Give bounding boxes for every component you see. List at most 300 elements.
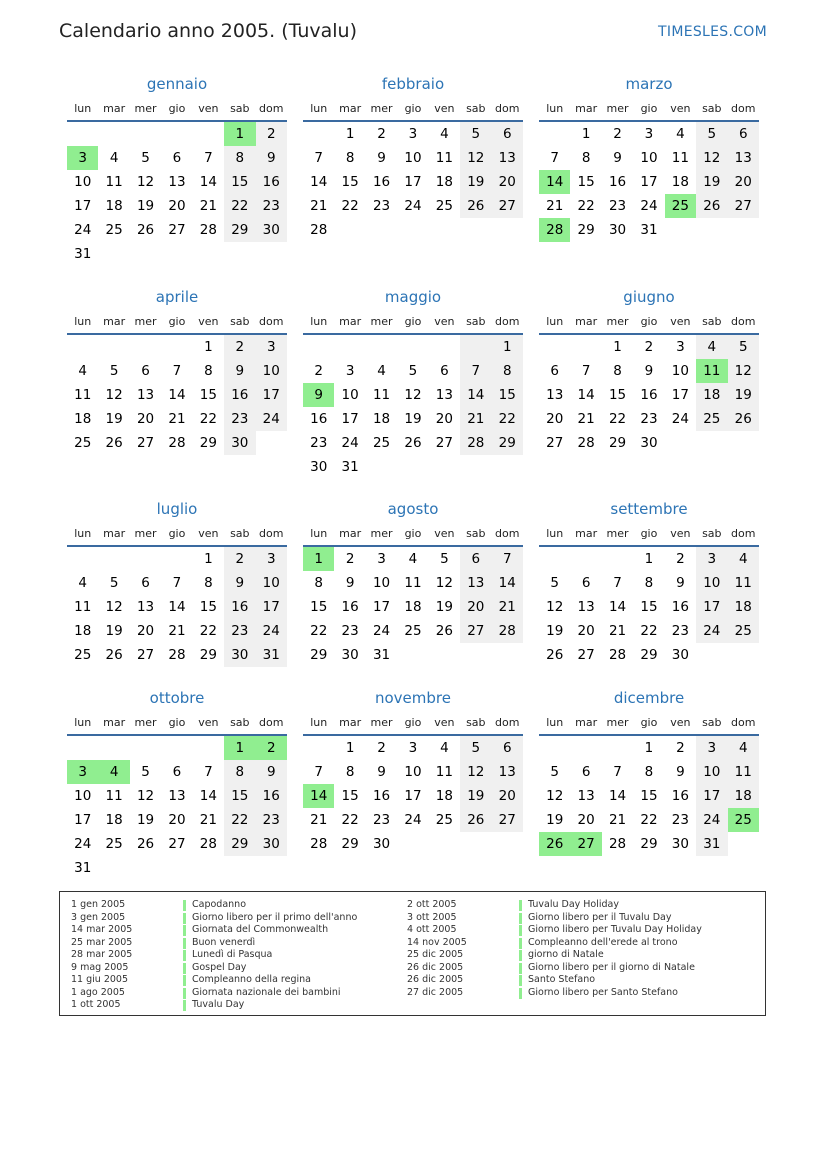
day: 17 xyxy=(372,599,391,615)
day: 11 xyxy=(728,760,759,784)
legend-date: 25 dic 2005 xyxy=(407,949,464,960)
weekday-header xyxy=(539,98,759,122)
legend-row xyxy=(71,899,357,912)
day: 25 xyxy=(435,198,453,214)
empty-day xyxy=(429,832,460,856)
empty-day xyxy=(130,335,161,359)
weekday-label: dom xyxy=(731,527,756,540)
day: 3 xyxy=(676,339,685,355)
day: 14 xyxy=(199,788,217,804)
week-row xyxy=(67,359,287,383)
day: 24 xyxy=(372,623,391,639)
holiday-day: 1 xyxy=(303,547,334,571)
day: 25 xyxy=(372,435,391,451)
weekday-label: mar xyxy=(575,716,598,729)
day: 21 xyxy=(168,411,186,427)
day: 26 xyxy=(105,647,123,663)
day: 2 xyxy=(224,547,255,571)
day: 4 xyxy=(728,547,759,571)
day: 3 xyxy=(696,736,727,760)
day: 29 xyxy=(199,647,217,663)
empty-day xyxy=(602,547,633,571)
day: 9 xyxy=(377,150,386,166)
day: 5 xyxy=(109,363,119,379)
empty-day xyxy=(539,335,570,359)
holiday-marker xyxy=(519,963,522,974)
day: 4 xyxy=(377,363,386,379)
day: 11 xyxy=(105,788,123,804)
day: 2 xyxy=(613,126,622,142)
empty-day xyxy=(161,547,192,571)
week-row xyxy=(303,170,523,194)
legend-date: 3 gen 2005 xyxy=(71,911,126,923)
empty-day xyxy=(366,335,397,359)
weekday-label: sab xyxy=(702,315,722,328)
weekday-label: ven xyxy=(198,716,219,729)
holiday-marker xyxy=(183,963,186,974)
legend-row xyxy=(71,999,357,1012)
month-name: settembre xyxy=(610,500,688,518)
day: 12 xyxy=(460,760,491,784)
weekday-label: ven xyxy=(670,527,691,540)
day: 10 xyxy=(404,150,422,166)
day: 17 xyxy=(404,788,422,804)
day: 28 xyxy=(168,647,186,663)
weekday-label: ven xyxy=(434,527,455,540)
day: 31 xyxy=(696,832,727,856)
empty-day xyxy=(539,547,570,571)
day: 7 xyxy=(204,764,213,780)
empty-day xyxy=(256,856,287,880)
holiday-marker xyxy=(519,988,522,999)
day: 29 xyxy=(310,647,328,663)
legend-column-left xyxy=(71,899,357,1012)
day: 21 xyxy=(608,812,627,828)
day: 27 xyxy=(168,222,186,238)
day: 14 xyxy=(168,599,186,615)
weekday-label: mar xyxy=(575,102,598,115)
day: 19 xyxy=(546,812,564,828)
weekday-label: sab xyxy=(466,716,486,729)
holiday-day: 3 xyxy=(67,760,98,784)
day: 20 xyxy=(492,784,523,808)
weekday-label: ven xyxy=(198,315,219,328)
holiday-marker xyxy=(519,938,522,949)
day: 29 xyxy=(640,647,658,663)
weekday-label: dom xyxy=(731,315,756,328)
weekday-label: sab xyxy=(466,102,486,115)
day: 8 xyxy=(613,363,622,379)
week-row xyxy=(67,571,287,595)
day: 5 xyxy=(141,150,150,166)
month-name: febbraio xyxy=(381,75,445,93)
holiday-day: 27 xyxy=(570,832,601,856)
day: 9 xyxy=(224,571,255,595)
day: 21 xyxy=(492,595,523,619)
day: 11 xyxy=(74,599,92,615)
day: 21 xyxy=(546,198,564,214)
legend-holiday-name: Gospel Day xyxy=(192,961,247,973)
week-row xyxy=(67,170,287,194)
weekday-label: dom xyxy=(495,102,520,115)
weekday-label: sab xyxy=(466,527,486,540)
day: 1 xyxy=(204,551,213,567)
month-novembre xyxy=(303,614,523,856)
day: 18 xyxy=(696,383,727,407)
day: 12 xyxy=(546,788,564,804)
site-link[interactable]: TIMESLES.COM xyxy=(658,24,767,40)
day: 17 xyxy=(74,812,92,828)
legend-date: 11 giu 2005 xyxy=(71,974,128,985)
empty-day xyxy=(67,736,98,760)
day: 5 xyxy=(408,363,418,379)
day: 18 xyxy=(404,599,422,615)
empty-day xyxy=(539,122,570,146)
day: 8 xyxy=(204,363,213,379)
day: 22 xyxy=(224,808,255,832)
holiday-day: 26 xyxy=(539,832,570,856)
week-row xyxy=(67,547,287,571)
weekday-label: mer xyxy=(134,716,157,729)
day: 16 xyxy=(608,174,627,190)
month-name: novembre xyxy=(375,689,451,707)
day: 9 xyxy=(256,146,287,170)
day: 29 xyxy=(492,431,523,455)
legend-date: 3 ott 2005 xyxy=(407,911,457,923)
week-row xyxy=(539,383,759,407)
day: 10 xyxy=(74,174,92,190)
legend-date: 1 gen 2005 xyxy=(71,899,126,910)
empty-day xyxy=(130,122,161,146)
day: 1 xyxy=(613,339,622,355)
weekday-header xyxy=(303,311,523,335)
weekday-label: gio xyxy=(404,102,422,115)
weekday-label: mar xyxy=(575,315,598,328)
week-row xyxy=(303,808,523,832)
day: 1 xyxy=(644,740,654,756)
weekday-header xyxy=(67,311,287,335)
empty-day xyxy=(130,547,161,571)
day: 10 xyxy=(341,387,359,403)
weekday-label: mer xyxy=(606,315,629,328)
day: 28 xyxy=(460,431,491,455)
day: 15 xyxy=(608,387,627,403)
day: 6 xyxy=(550,363,559,379)
weekday-label: sab xyxy=(230,315,250,328)
empty-day xyxy=(303,122,334,146)
day: 26 xyxy=(136,836,155,852)
day: 15 xyxy=(199,387,217,403)
day: 7 xyxy=(581,363,591,379)
day: 7 xyxy=(314,150,323,166)
day: 23 xyxy=(372,198,391,214)
legend-row xyxy=(407,962,702,975)
day: 10 xyxy=(74,788,92,804)
day: 1 xyxy=(345,740,355,756)
day: 25 xyxy=(696,407,727,431)
week-row xyxy=(539,760,759,784)
month-giugno xyxy=(539,213,759,455)
day: 8 xyxy=(644,764,654,780)
legend-row xyxy=(71,924,357,937)
day: 11 xyxy=(435,150,453,166)
day: 14 xyxy=(608,788,627,804)
legend-date: 1 ago 2005 xyxy=(71,986,125,998)
day: 9 xyxy=(377,764,386,780)
day: 15 xyxy=(310,599,328,615)
day: 24 xyxy=(671,411,689,427)
day: 22 xyxy=(341,198,359,214)
day: 10 xyxy=(256,359,287,383)
day: 28 xyxy=(199,222,217,238)
day: 30 xyxy=(256,218,287,242)
empty-day xyxy=(161,856,192,880)
day: 9 xyxy=(345,575,355,591)
day: 6 xyxy=(492,122,523,146)
day: 30 xyxy=(224,431,255,455)
day: 31 xyxy=(74,860,92,876)
day: 9 xyxy=(224,359,255,383)
legend-holiday-name: Giorno libero per il giorno di Natale xyxy=(528,961,695,973)
day: 14 xyxy=(608,599,627,615)
week-row xyxy=(539,170,759,194)
day: 9 xyxy=(256,760,287,784)
day: 17 xyxy=(256,595,287,619)
empty-day xyxy=(397,335,428,359)
day: 17 xyxy=(74,198,92,214)
month-ottobre xyxy=(67,614,287,880)
weekday-label: dom xyxy=(259,527,284,540)
day: 7 xyxy=(204,150,213,166)
day: 21 xyxy=(199,812,217,828)
day: 6 xyxy=(581,575,591,591)
holiday-marker xyxy=(183,913,186,924)
day: 16 xyxy=(341,599,359,615)
day: 9 xyxy=(613,150,622,166)
day: 12 xyxy=(136,788,155,804)
legend-holiday-name: Santo Stefano xyxy=(528,974,596,985)
week-row xyxy=(67,736,287,760)
day: 19 xyxy=(696,170,727,194)
day: 13 xyxy=(492,146,523,170)
week-row xyxy=(303,784,523,808)
day: 16 xyxy=(224,383,255,407)
weekday-label: sab xyxy=(466,315,486,328)
day: 23 xyxy=(372,812,391,828)
weekday-label: sab xyxy=(230,102,250,115)
week-row xyxy=(67,784,287,808)
weekday-label: sab xyxy=(230,527,250,540)
weekday-label: mar xyxy=(103,527,126,540)
day: 22 xyxy=(310,623,328,639)
day: 17 xyxy=(696,784,727,808)
day: 13 xyxy=(546,387,564,403)
page-title: Calendario anno 2005. (Tuvalu) xyxy=(59,20,357,42)
day: 17 xyxy=(256,383,287,407)
day: 13 xyxy=(136,599,155,615)
weekday-label: lun xyxy=(310,716,328,729)
weekday-label: lun xyxy=(74,315,92,328)
day: 18 xyxy=(435,174,453,190)
weekday-header xyxy=(539,523,759,547)
day: 22 xyxy=(492,407,523,431)
day: 18 xyxy=(74,411,92,427)
weekday-label: mer xyxy=(370,102,393,115)
day: 30 xyxy=(310,459,328,475)
holiday-marker xyxy=(519,925,522,936)
day: 10 xyxy=(640,150,658,166)
day: 3 xyxy=(377,551,386,567)
legend-row xyxy=(71,937,357,950)
weekday-label: gio xyxy=(404,527,422,540)
day: 1 xyxy=(581,126,591,142)
legend-row xyxy=(71,912,357,925)
day: 23 xyxy=(256,808,287,832)
day: 31 xyxy=(341,459,359,475)
day: 29 xyxy=(199,435,217,451)
empty-day xyxy=(130,736,161,760)
legend-column-right xyxy=(407,899,702,999)
legend-row xyxy=(71,987,357,1000)
weekday-label: ven xyxy=(670,102,691,115)
empty-day xyxy=(161,736,192,760)
day: 14 xyxy=(168,387,186,403)
holiday-day: 1 xyxy=(224,736,255,760)
day: 17 xyxy=(640,174,658,190)
day: 15 xyxy=(224,784,255,808)
day: 5 xyxy=(141,764,150,780)
week-row xyxy=(303,146,523,170)
weekday-label: gio xyxy=(640,527,658,540)
day: 22 xyxy=(341,812,359,828)
day: 21 xyxy=(460,407,491,431)
day: 8 xyxy=(492,359,523,383)
day: 22 xyxy=(608,411,627,427)
week-row xyxy=(67,760,287,784)
month-name: gennaio xyxy=(146,75,208,93)
weekday-label: gio xyxy=(168,716,186,729)
legend-holiday-name: Tuvalu Day Holiday xyxy=(528,899,619,910)
day: 2 xyxy=(676,740,685,756)
week-row xyxy=(539,571,759,595)
weekday-label: dom xyxy=(495,716,520,729)
day: 23 xyxy=(224,407,255,431)
day: 1 xyxy=(492,335,523,359)
weekday-label: mer xyxy=(134,102,157,115)
legend-holiday-name: giorno di Natale xyxy=(528,949,604,960)
day: 27 xyxy=(728,194,759,218)
weekday-label: mar xyxy=(339,527,362,540)
day: 5 xyxy=(460,122,491,146)
legend-holiday-name: Lunedì di Pasqua xyxy=(192,949,273,960)
day: 31 xyxy=(256,643,287,667)
legend-row xyxy=(407,987,702,1000)
day: 4 xyxy=(109,150,119,166)
holiday-marker xyxy=(183,950,186,961)
holiday-day: 9 xyxy=(303,383,334,407)
month-name: dicembre xyxy=(613,689,685,707)
day: 12 xyxy=(404,387,422,403)
month-name: aprile xyxy=(155,288,199,306)
weekday-label: sab xyxy=(702,716,722,729)
day: 24 xyxy=(640,198,658,214)
week-row xyxy=(539,832,759,856)
day: 7 xyxy=(613,575,622,591)
day: 23 xyxy=(341,623,359,639)
day: 8 xyxy=(224,146,255,170)
weekday-label: mer xyxy=(370,315,393,328)
day: 31 xyxy=(74,246,92,262)
day: 17 xyxy=(696,595,727,619)
holiday-marker xyxy=(519,975,522,986)
weekday-label: mer xyxy=(606,527,629,540)
day: 26 xyxy=(460,808,491,832)
day: 6 xyxy=(172,764,182,780)
day: 18 xyxy=(105,812,123,828)
weekday-label: lun xyxy=(546,527,564,540)
day: 23 xyxy=(310,435,328,451)
day: 4 xyxy=(696,335,727,359)
day: 16 xyxy=(640,387,658,403)
day: 10 xyxy=(696,760,727,784)
week-row xyxy=(303,359,523,383)
weekday-label: ven xyxy=(198,527,219,540)
day: 14 xyxy=(492,571,523,595)
day: 18 xyxy=(728,595,759,619)
day: 26 xyxy=(728,407,759,431)
day: 27 xyxy=(546,435,564,451)
day: 26 xyxy=(105,435,123,451)
legend-row xyxy=(71,962,357,975)
day: 5 xyxy=(109,575,119,591)
holiday-marker xyxy=(519,950,522,961)
legend-date: 14 nov 2005 xyxy=(407,936,467,948)
week-row xyxy=(303,547,523,571)
day: 27 xyxy=(435,435,453,451)
legend-row xyxy=(71,974,357,987)
day: 3 xyxy=(256,547,287,571)
day: 18 xyxy=(74,623,92,639)
legend-row xyxy=(407,937,702,950)
day: 13 xyxy=(492,760,523,784)
day: 3 xyxy=(408,740,418,756)
day: 16 xyxy=(372,174,391,190)
holiday-marker xyxy=(183,925,186,936)
empty-day xyxy=(98,856,129,880)
day: 9 xyxy=(676,764,685,780)
day: 18 xyxy=(671,174,689,190)
day: 25 xyxy=(435,812,453,828)
week-row xyxy=(539,736,759,760)
day: 5 xyxy=(440,551,449,567)
day: 2 xyxy=(676,551,685,567)
empty-day xyxy=(130,856,161,880)
day: 16 xyxy=(671,788,689,804)
week-row xyxy=(67,335,287,359)
day: 2 xyxy=(314,363,323,379)
weekday-header xyxy=(67,98,287,122)
week-row xyxy=(303,571,523,595)
holiday-marker xyxy=(183,900,186,911)
day: 3 xyxy=(408,126,418,142)
weekday-label: lun xyxy=(74,102,92,115)
weekday-label: dom xyxy=(259,315,284,328)
day: 29 xyxy=(608,435,627,451)
weekday-header xyxy=(303,712,523,736)
day: 6 xyxy=(728,122,759,146)
empty-day xyxy=(303,335,334,359)
week-row xyxy=(67,146,287,170)
